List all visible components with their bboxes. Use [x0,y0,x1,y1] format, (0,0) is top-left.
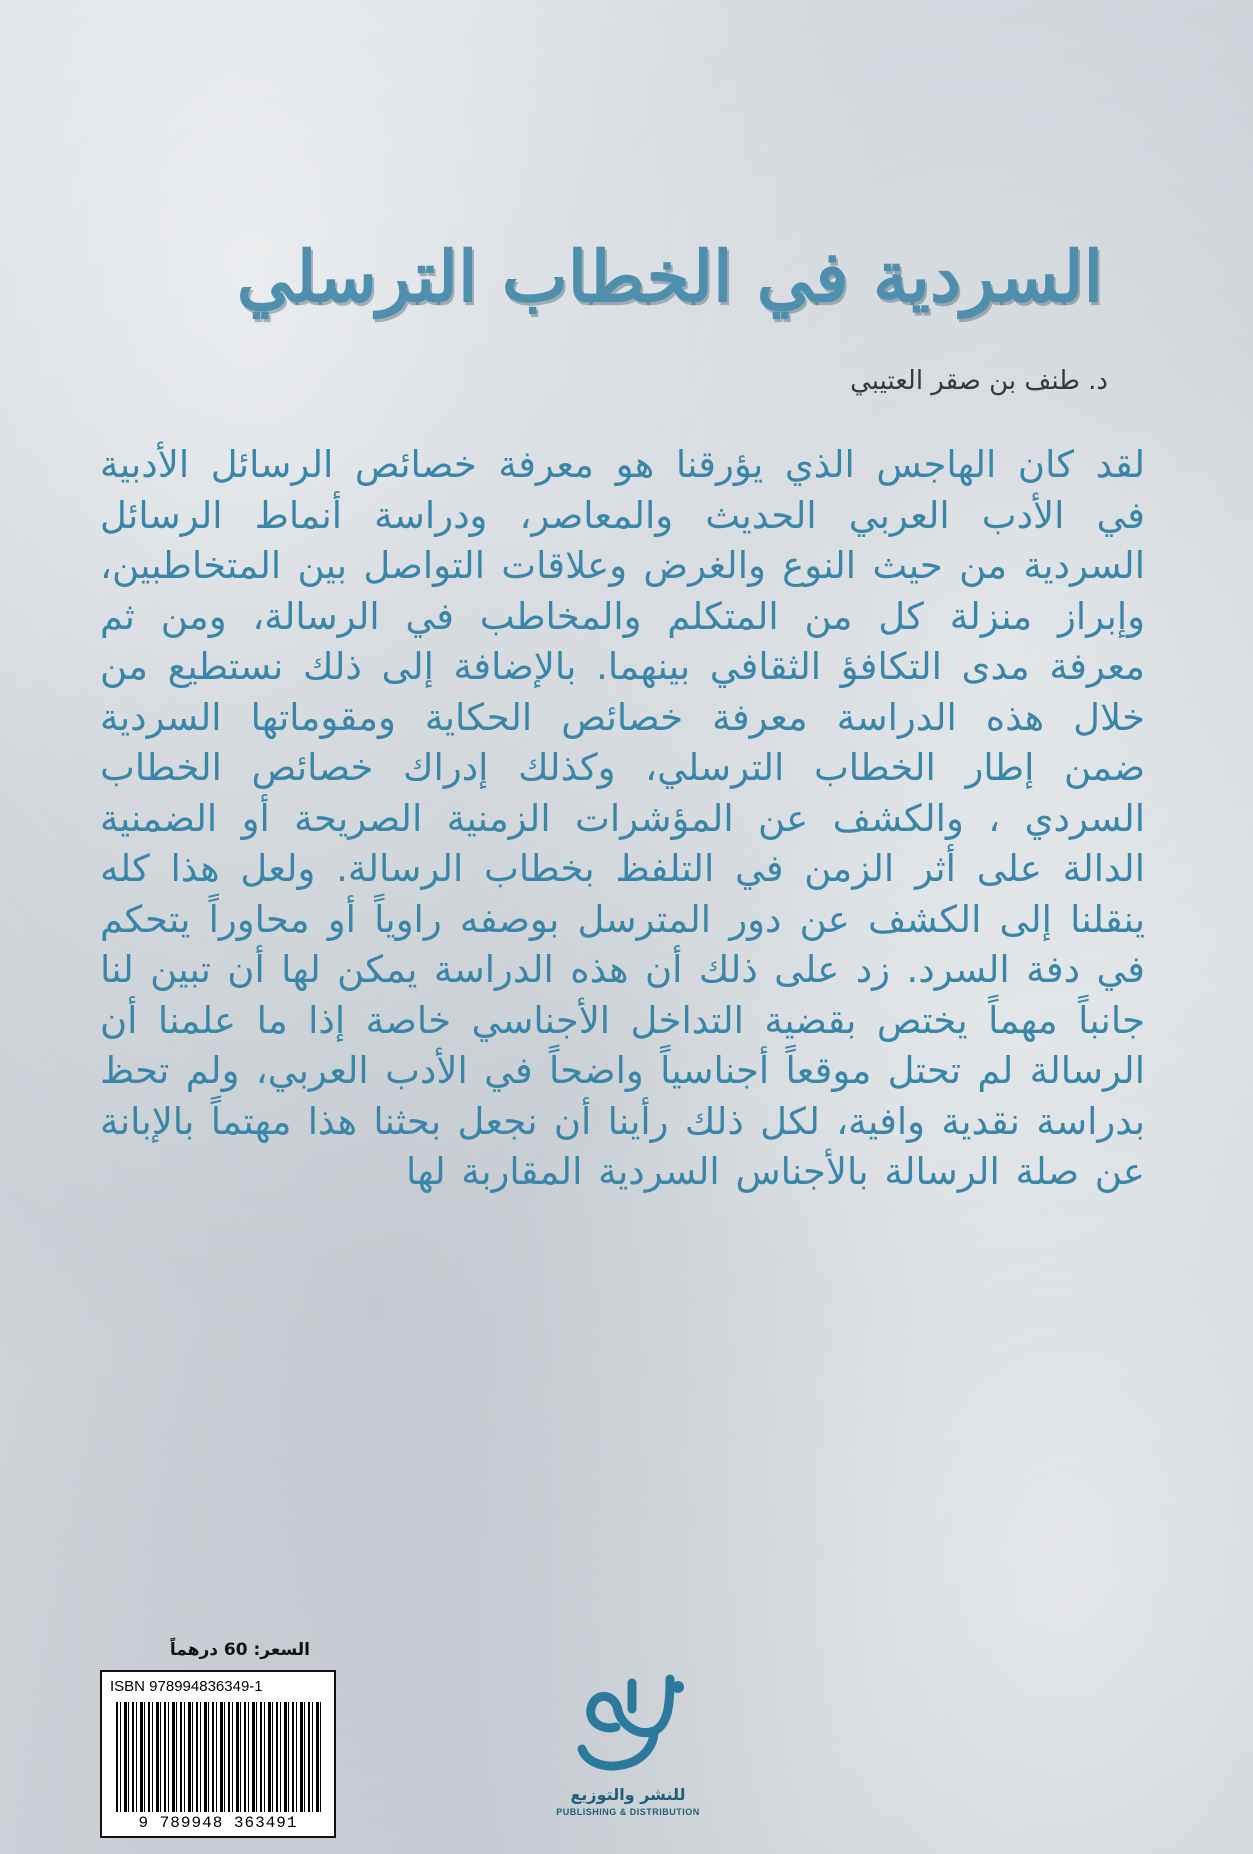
book-title: السردية في الخطاب الترسلي [236,235,1103,318]
isbn-label: ISBN 978994836349-1 [110,1678,263,1695]
isbn-digits: 9 789948 363491 [138,1814,298,1832]
publisher-name-ar: للنشر والتوزيع [570,1785,686,1804]
malameh-logo-icon [558,1665,698,1783]
book-author: د. طنف بن صقر العتيبي [850,366,1108,396]
price-label: السعر: 60 درهماً [169,1640,310,1660]
isbn-barcode [100,1670,336,1838]
publisher-logo [538,1665,718,1835]
publisher-name-en: PUBLISHING & DISTRIBUTION [556,1807,700,1817]
blurb-text: لقد كان الهاجس الذي يؤرقنا هو معرفة خصائص الرسائل الأدبية في الأدب العربي الحديث والمعاصر، ودراسة أنماط الرسائل السردية من حيث النوع والغرض وعلاقات التواصل بين المتخاطبين، وإبراز منزلة كل من المتكلم والمخاطب في الرسالة، ومن ثم معرفة مدى التكافؤ الثقافي بينهما. بالإضافة إلى ذلك نستطيع من خلال هذه الدراسة معرفة خصائص الحكاية ومقوماتها السردية ضمن إطار الخطاب الترسلي، وكذلك إدراك خصائص الخطاب السردي ، والكشف عن المؤشرات الزمنية الصريحة أو الضمنية الدالة على أثر الزمن في التلفظ بخطاب الرسالة. ولعل هذا كله ينقلنا إلى الكشف عن دور المترسل بوصفه راوياً أو محاوراً يتحكم في دفة السرد. زد على ذلك أن هذه الدراسة يمكن لها أن تبين لنا جانباً مهماً يختص بقضية التداخل الأجناسي خاصة إذا ما علمنا أن الرسالة لم تحتل موقعاً أجناسياً واضحاً في الأدب العربي، ولم تحظ بدراسة نقدية وافية، لكل ذلك رأينا أن نجعل بحثنا هذا مهتماً بالإبانة عن صلة الرسالة بالأجناس السردية المقاربة لها [100,443,1145,1193]
barcode-bars [116,1702,322,1812]
